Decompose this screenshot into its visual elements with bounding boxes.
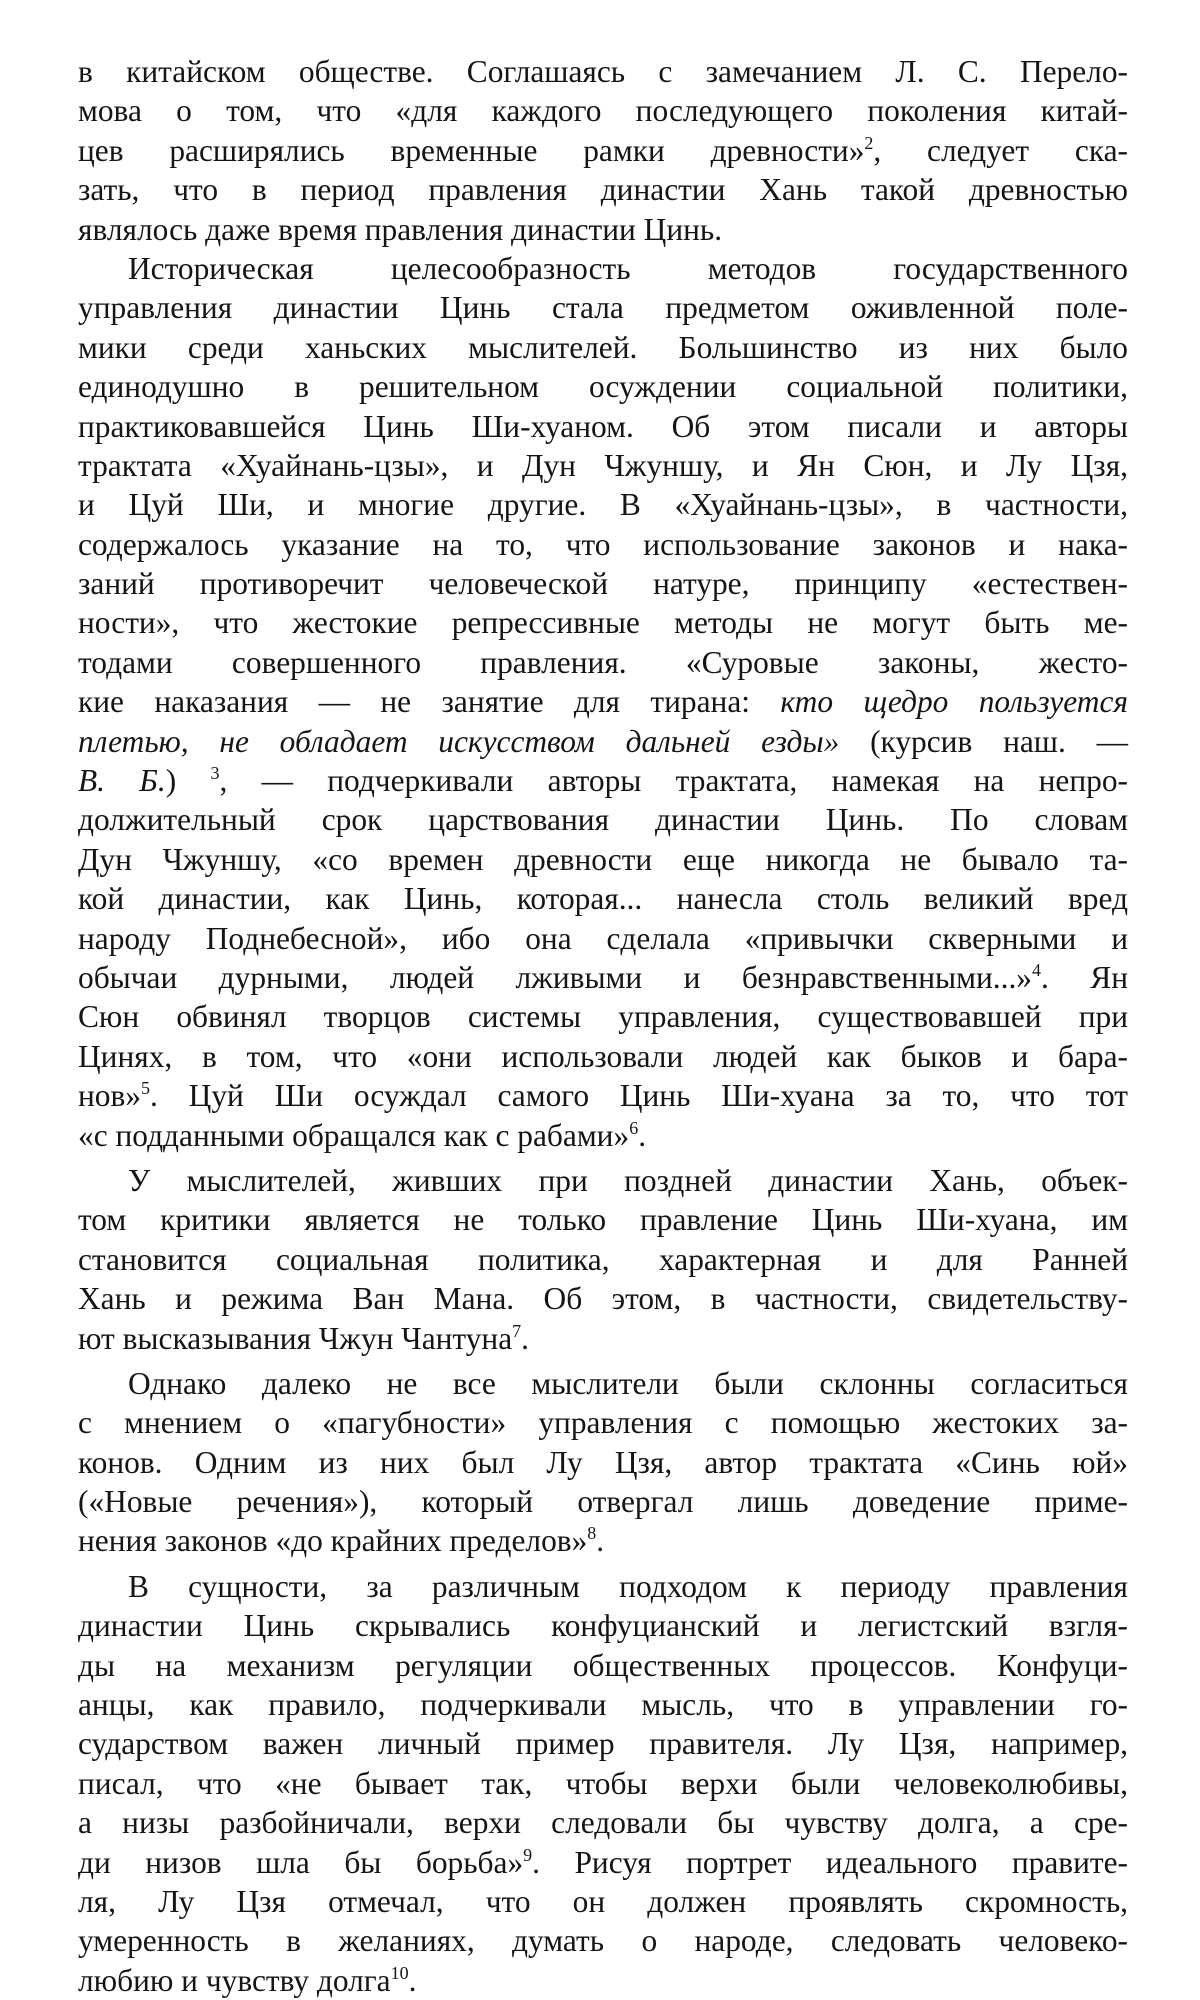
text-line: [78, 1843, 1128, 1882]
text-fragment: .: [596, 1523, 605, 1559]
text-line: трактата «Хуайнань-цзы», и Дун Чжуншу, и Ян Сюн, и Лу Цзя,: [78, 447, 1128, 483]
footnote-ref: 7: [512, 1320, 522, 1341]
text-line: писал, что «не бывает так, чтобы верхи были человеколюбивы,: [78, 1765, 1128, 1801]
text-line: являлось даже время правления династии Цинь.: [78, 211, 723, 247]
text-line: Однако далеко не все мыслители были склонны согласиться: [128, 1365, 1128, 1401]
text-line: [78, 131, 1128, 170]
italic-text: кто щедро пользуется: [780, 684, 1128, 720]
text-line: ля, Лу Цзя отмечал, что он должен проявлять скромность,: [78, 1883, 1128, 1919]
text-line: династии Цинь скрывались конфуцианский и легистский взгля-: [78, 1608, 1128, 1644]
text-fragment: «с подданными обращался как с рабами»: [78, 1117, 630, 1153]
text-fragment: кие наказания — не занятие для тирана:: [78, 684, 781, 720]
text-fragment: нения законов «до крайних пределов»: [78, 1523, 588, 1559]
text-fragment: , — подчеркивали авторы трактата, намекая на непро-: [219, 763, 1128, 799]
text-fragment: ют высказывания Чжун Чантуна: [78, 1320, 513, 1356]
text-line: единодушно в решительном осуждении социальной политики,: [78, 369, 1128, 405]
text-line: [78, 1961, 1128, 2000]
paragraph-5: [78, 1567, 1128, 2000]
text-fragment: цев расширялись временные рамки древности»: [78, 132, 865, 168]
text-fragment: .: [408, 1962, 417, 1998]
text-line: том критики является не только правление Цинь Ши-хуана, им: [78, 1202, 1128, 1238]
text-line: в китайском обществе. Соглашаясь с замечанием Л. С. Перело-: [78, 54, 1128, 89]
text-line: содержалось указание на то, что использование законов и нака-: [78, 526, 1128, 562]
text-fragment: обычаи дурными, людей лживыми и безнравственными...»: [78, 959, 1032, 995]
text-line: [78, 958, 1128, 997]
text-line: Сюн обвинял творцов системы управления, существовавшей при: [78, 999, 1128, 1035]
text-line: Цинях, в том, что «они использовали людей как быков и бара-: [78, 1038, 1128, 1074]
text-line: [78, 761, 1128, 800]
text-line: Дун Чжуншу, «со времен древности еще никогда не бывало та-: [78, 841, 1128, 877]
text-line: с мнением о «пагубности» управления с помощью жестоких за-: [78, 1405, 1128, 1441]
text-line: становится социальная политика, характерная и для Ранней: [78, 1241, 1128, 1277]
footnote-ref: 3: [210, 763, 220, 784]
text-line: умеренность в желаниях, думать о народе, следовать человеко-: [78, 1923, 1128, 1959]
text-line: и Цуй Ши, и многие другие. В «Хуайнань-цзы», в частности,: [78, 487, 1128, 523]
text-line: ности», что жестокие репрессивные методы не могут быть ме-: [78, 605, 1128, 641]
footnote-ref: 4: [1032, 959, 1041, 980]
text-line: [78, 682, 1128, 721]
paragraph-2: [78, 249, 1128, 1155]
text-line: зать, что в период правления династии Хань такой древностью: [78, 172, 1128, 208]
text-line: Хань и режима Ван Мана. Об этом, в частности, свидетельству-: [78, 1281, 1128, 1317]
text-line: мики среди ханьских мыслителей. Большинство из них было: [78, 329, 1128, 365]
text-line: мова о том, что «для каждого последующего поколения китай-: [78, 93, 1128, 129]
text-line: («Новые речения»), который отвергал лишь доведение приме-: [78, 1484, 1128, 1520]
text-line: практиковавшейся Цинь Ши-хуаном. Об этом писали и авторы: [78, 408, 1128, 444]
text-line: В сущности, за различным подходом к периоду правления: [128, 1568, 1128, 1604]
text-fragment: нов»: [78, 1078, 142, 1114]
text-line: [78, 1116, 1128, 1155]
text-fragment: . Рисуя портрет идеального правите-: [532, 1844, 1128, 1880]
text-line: [78, 1521, 1128, 1560]
text-line: [78, 1319, 1128, 1358]
text-fragment: .: [521, 1320, 530, 1356]
text-fragment: .: [638, 1117, 647, 1153]
text-line: заний противоречит человеческой натуре, принципу «естествен-: [78, 566, 1128, 602]
text-line: должительный срок царствования династии Цинь. По словам: [78, 802, 1128, 838]
paragraph-4: [78, 1364, 1128, 1561]
paragraph-3: [78, 1161, 1128, 1358]
text-line: [78, 1076, 1128, 1115]
text-line: управления династии Цинь стала предметом оживленной поле-: [78, 290, 1128, 326]
text-line: [78, 722, 1128, 761]
text-line: Историческая целесообразность методов государственного: [128, 250, 1128, 286]
text-line: народу Поднебесной», ибо она сделала «привычки скверными и: [78, 920, 1128, 956]
footnote-ref: 10: [390, 1962, 409, 1983]
footnote-ref: 8: [587, 1523, 597, 1544]
footnote-ref: 9: [523, 1844, 533, 1865]
text-line: а низы разбойничали, верхи следовали бы чувству долга, а сре-: [78, 1805, 1128, 1841]
italic-text: плетью, не обладает искусством дальней езды»: [78, 723, 840, 759]
text-fragment: (курсив наш. —: [839, 723, 1129, 759]
text-fragment: любию и чувству долга: [78, 1962, 391, 1998]
italic-text: В. Б.: [78, 763, 166, 799]
footnote-ref: 6: [629, 1117, 639, 1138]
text-line: ды на механизм регуляции общественных процессов. Конфуци-: [78, 1647, 1128, 1683]
text-line: тодами совершенного правления. «Суровые законы, жесто-: [78, 644, 1128, 680]
text-fragment: ): [165, 763, 211, 799]
text-fragment: . Цуй Ши осуждал самого Цинь Ши-хуана за то, что тот: [150, 1078, 1128, 1114]
text-line: У мыслителей, живших при поздней династии Хань, объек-: [128, 1162, 1128, 1198]
paragraph-1: [78, 52, 1128, 249]
text-fragment: , следует ска-: [873, 132, 1128, 168]
text-line: кой династии, как Цинь, которая... нанесла столь великий вред: [78, 881, 1128, 917]
page-text: [78, 52, 1128, 2000]
text-line: конов. Одним из них был Лу Цзя, автор трактата «Синь юй»: [78, 1444, 1128, 1480]
footnote-ref: 2: [864, 132, 874, 153]
text-fragment: ди низов шла бы борьба»: [78, 1844, 524, 1880]
footnote-ref: 5: [141, 1078, 151, 1099]
text-fragment: . Ян: [1041, 959, 1128, 995]
text-line: анцы, как правило, подчеркивали мысль, что в управлении го-: [78, 1687, 1128, 1723]
text-line: сударством важен личный пример правителя. Лу Цзя, например,: [78, 1726, 1128, 1762]
